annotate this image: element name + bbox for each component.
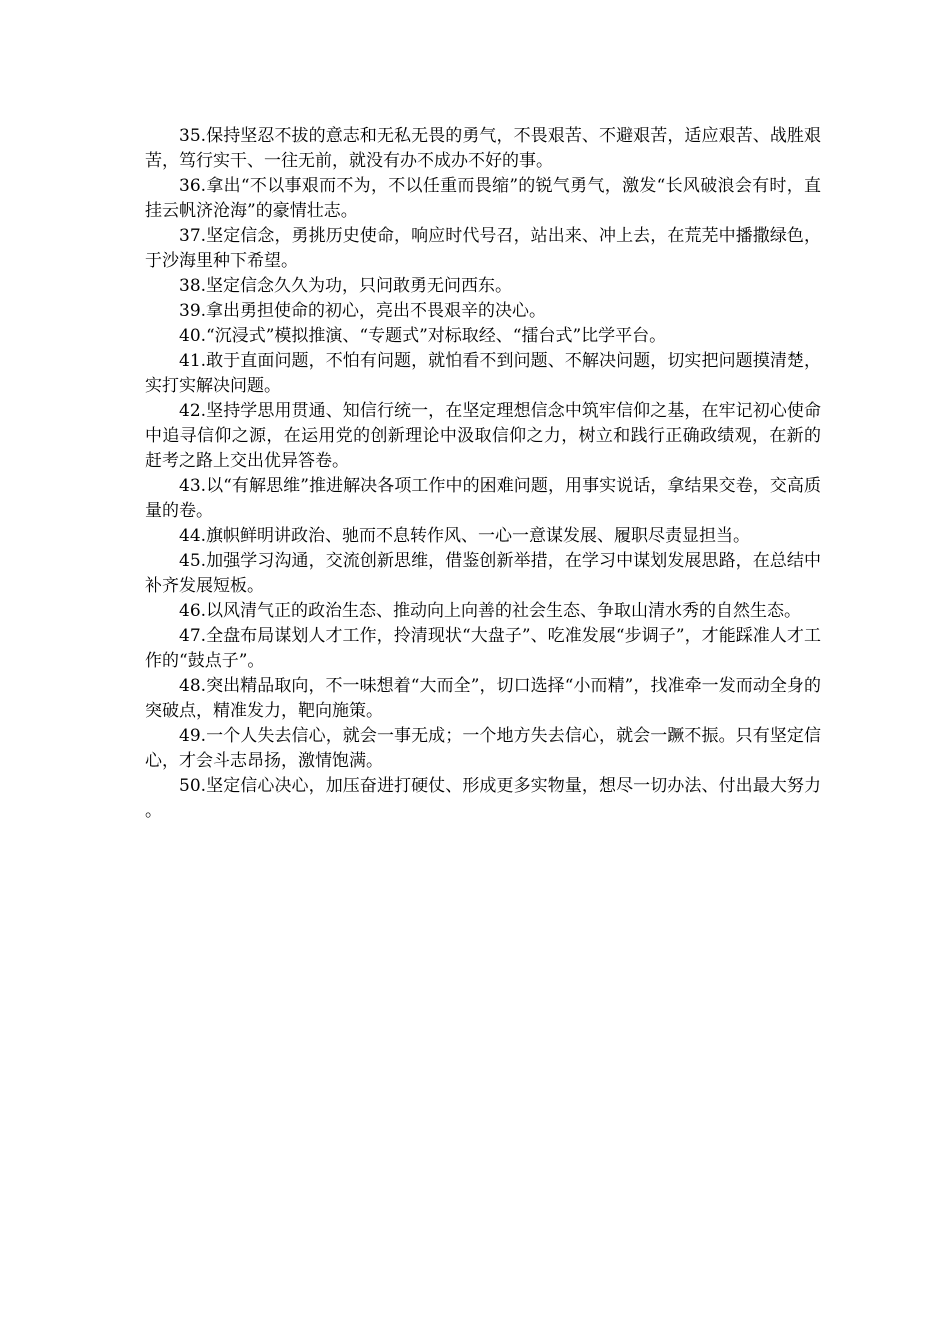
paragraph-41: 41.敢于直面问题，不怕有问题，就怕看不到问题、不解决问题，切实把问题摸清楚，实打实解决问题。 — [145, 351, 821, 396]
paragraph-37: 37.坚定信念，勇挑历史使命，响应时代号召，站出来、冲上去，在荒芜中播撒绿色，于沙海里种下希望。 — [145, 226, 821, 271]
paragraph-49: 49.一个人失去信心，就会一事无成；一个地方失去信心，就会一蹶不振。只有坚定信心，才会斗志昂扬，激情饱满。 — [145, 726, 821, 771]
paragraph-38: 38.坚定信念久久为功，只问敢勇无问西东。 — [179, 276, 513, 296]
paragraph-43: 43.以“有解思维”推进解决各项工作中的困难问题，用事实说话，拿结果交卷，交高质量的卷。 — [145, 476, 821, 521]
paragraph-45: 45.加强学习沟通，交流创新思维，借鉴创新举措，在学习中谋划发展思路，在总结中补齐发展短板。 — [145, 551, 821, 596]
paragraph-36: 36.拿出“不以事艰而不为，不以任重而畏缩”的锐气勇气，激发“长风破浪会有时，直挂云帆济沧海”的豪情壮志。 — [145, 176, 821, 221]
paragraph-48: 48.突出精品取向，不一味想着“大而全”，切口选择“小而精”，找准牵一发而动全身的突破点，精准发力，靶向施策。 — [145, 676, 821, 721]
paragraph-39: 39.拿出勇担使命的初心，亮出不畏艰辛的决心。 — [179, 301, 547, 321]
paragraph-47: 47.全盘布局谋划人才工作，拎清现状“大盘子”、吃准发展“步调子”，才能踩准人才工作的“鼓点子”。 — [145, 626, 821, 671]
paragraph-44: 44.旗帜鲜明讲政治、驰而不息转作风、一心一意谋发展、履职尽责显担当。 — [179, 526, 751, 546]
paragraph-40: 40.“沉浸式”模拟推演、“专题式”对标取经、“擂台式”比学平台。 — [179, 326, 667, 346]
paragraph-35: 35.保持坚忍不拔的意志和无私无畏的勇气，不畏艰苦、不避艰苦，适应艰苦、战胜艰苦，笃行实干、一往无前，就没有办不成办不好的事。 — [145, 126, 821, 171]
paragraph-46: 46.以风清气正的政治生态、推动向上向善的社会生态、争取山清水秀的自然生态。 — [179, 601, 802, 621]
paragraph-50: 50.坚定信心决心，加压奋进打硬仗、形成更多实物量，想尽一切办法、付出最大努力。 — [145, 776, 821, 821]
document-body — [145, 124, 821, 824]
paragraph-42: 42.坚持学思用贯通、知信行统一，在坚定理想信念中筑牢信仰之基，在牢记初心使命中追寻信仰之源，在运用党的创新理论中汲取信仰之力，树立和践行正确政绩观，在新的赶考之路上交出优异答卷。 — [145, 401, 821, 471]
